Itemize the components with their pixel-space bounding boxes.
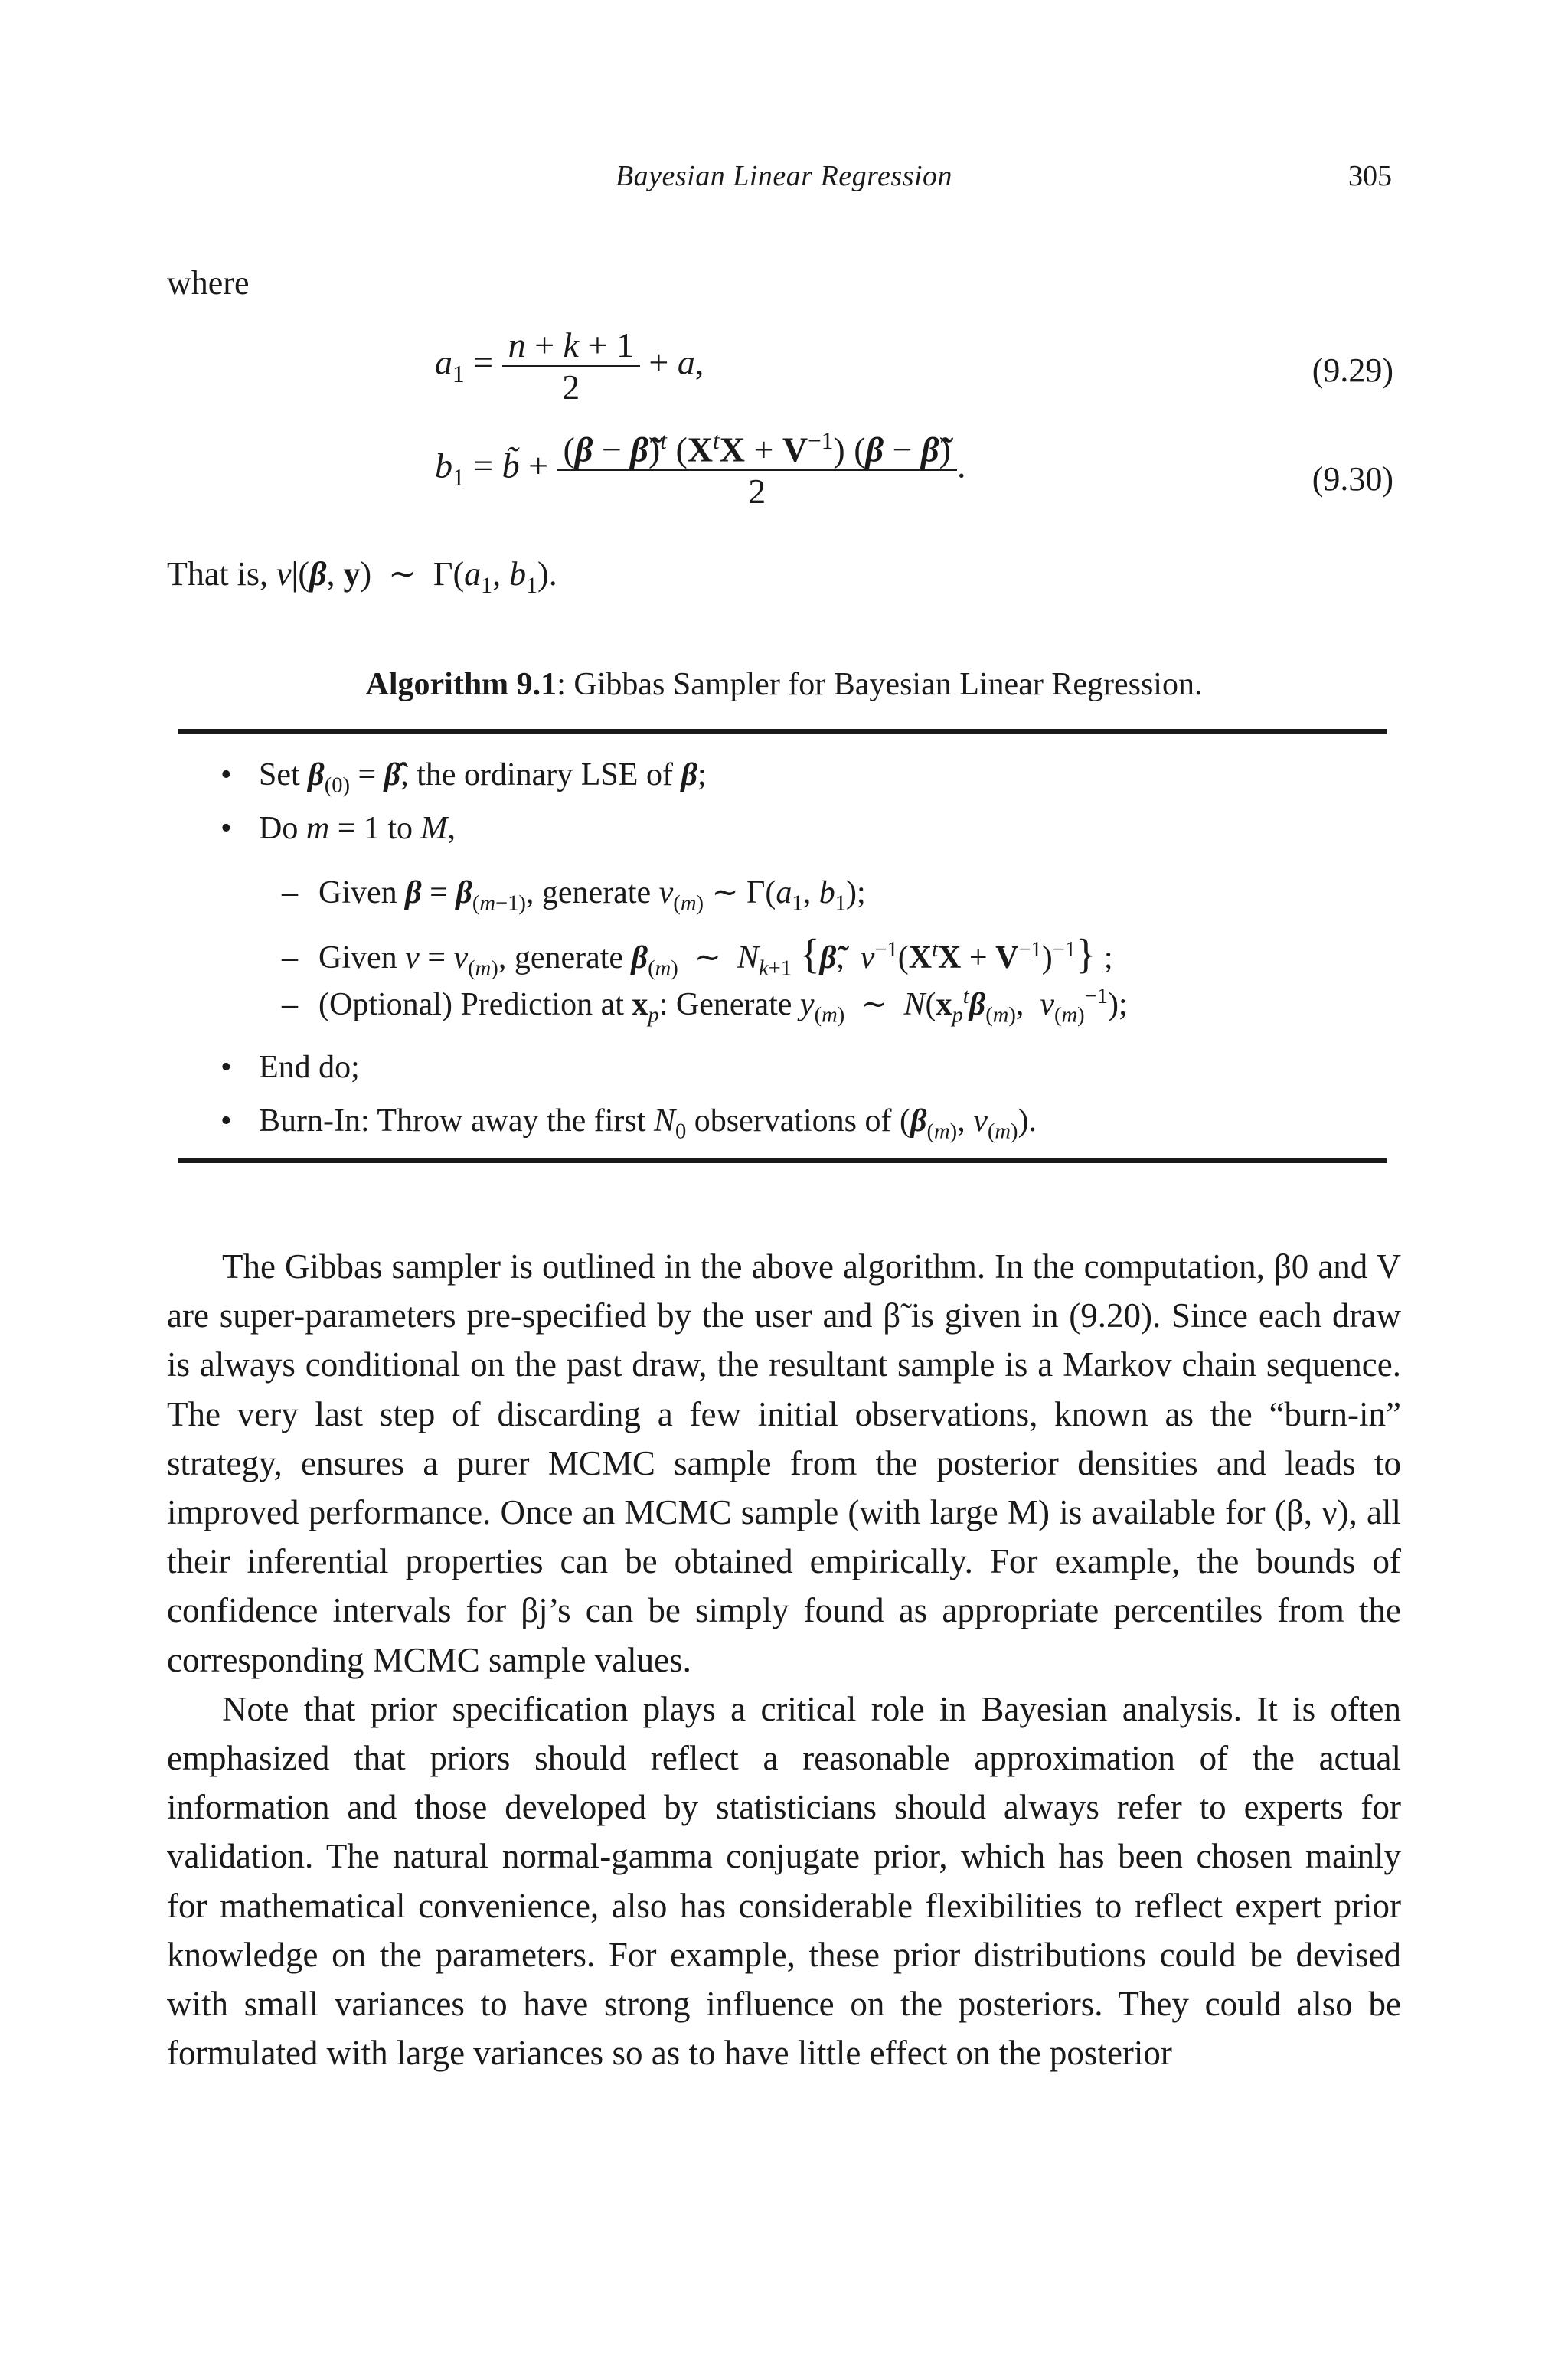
page-number: 305 xyxy=(1348,160,1392,192)
algorithm-step: • End do; xyxy=(220,1050,360,1085)
body-text xyxy=(167,1242,1401,2077)
algorithm-top-rule xyxy=(178,729,1387,734)
algorithm-substep: – (Optional) Prediction at $x_p$: Generate $y_{(m)}$ ∼ $N(x_p^t\beta_{(m)}$, $\nu_{(m)}^{-1}$); xyxy=(282,985,1128,1028)
algorithm-step: • Set $\beta_{(0)}$ = β̂, the ordinary LSE of β; xyxy=(220,757,707,798)
algorithm-caption xyxy=(0,666,1568,703)
paragraph: The Gibbas sampler is outlined in the above algorithm. In the computation, β0 and V are super-parameters pre-specified by the user and β̃ is given in (9.20). Since each draw is always conditional on the past draw, the resultant sample is a Markov chain sequence. The very last step of discarding a few initial observations, known as the “burn-in” strategy, ensures a purer MCMC sample from the posterior densities and leads to improved performance. Once an MCMC sample (with large M) is available for (β, ν), all their inferential properties can be obtained empirically. For example, the bounds of confidence intervals for βj’s can be simply found as appropriate percentiles from the corresponding MCMC sample values. xyxy=(167,1247,1401,1679)
algorithm-title: : Gibbas Sampler for Bayesian Linear Regression. xyxy=(557,667,1203,702)
algorithm-substep: – Given $\nu = \nu_{(m)}$, generate $\beta_{(m)}$ ∼ $N_{k+1}$ {β̃, $\nu^{-1}(X^tX + V^{-1})^{-1}$} ; xyxy=(282,930,1113,981)
algorithm-step: • Burn-In: Throw away the first $N_0$ observations of ($\beta_{(m)}$, $\nu_{(m)}$). xyxy=(220,1103,1037,1144)
algorithm-substep: – Given $\beta = \beta_{(m-1)}$, generate $\nu_{(m)}$ ∼ $\Gamma(a_1$, $b_1$); xyxy=(282,875,866,916)
equation-9-30: $b_1$ = b̃ + $\frac{(\beta - \betã)^t (X^tX + V^{-1}) (\beta - \betã)}{2}$ . xyxy=(435,427,966,511)
algorithm-bottom-rule xyxy=(178,1158,1387,1163)
equation-9-29: $a_1$ = $\frac{n + k + 1}{2}$ + a, xyxy=(435,325,704,407)
running-header: Bayesian Linear Regression xyxy=(615,160,953,192)
where-label: where xyxy=(167,264,250,302)
equation-number-9-29: (9.29) xyxy=(1312,351,1393,389)
equation-number-9-30: (9.30) xyxy=(1312,460,1393,498)
algorithm-step: • Do m = 1 to M, xyxy=(220,811,456,846)
conditional-distribution-statement: That is, ν|(β, y) ∼ $\Gamma(a_1$, $b_1$). xyxy=(167,555,557,598)
paragraph: Note that prior specification plays a critical role in Bayesian analysis. It is often emphasized that priors should reflect a reasonable approximation of the actual information and those developed by statisticians should always refer to experts for validation. The natural normal-gamma conjugate prior, which has been chosen mainly for mathematical convenience, also has considerable flexibilities to reflect expert prior knowledge on the parameters. For example, these prior distributions could be devised with small variances to have strong influence on the posteriors. They could also be formulated with large variances so as to have little effect on the posterior xyxy=(167,1689,1401,2073)
algorithm-label: Algorithm 9.1 xyxy=(365,667,557,702)
